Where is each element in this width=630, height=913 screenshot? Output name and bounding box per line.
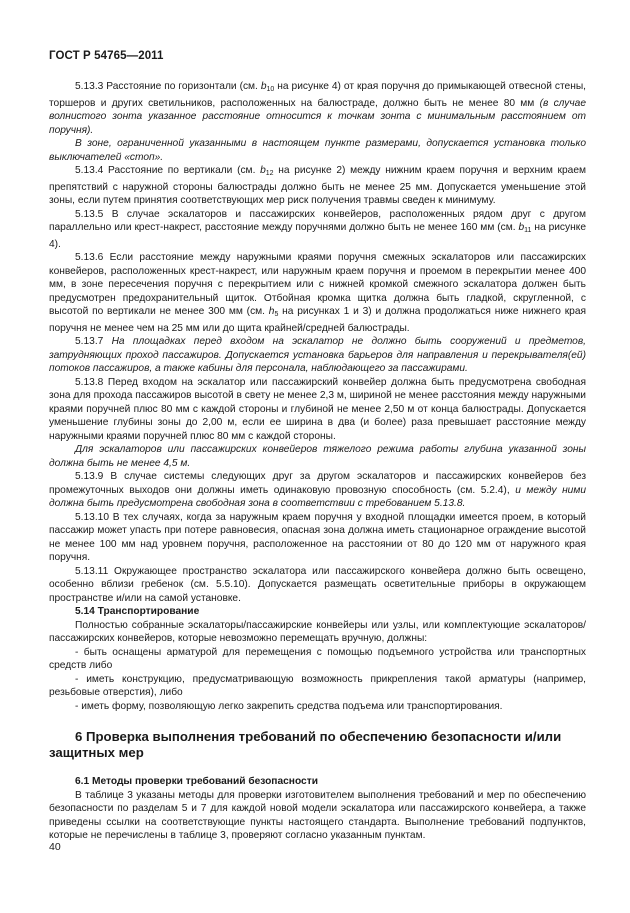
- clause-5-13-7: 5.13.7 На площадках перед входом на эскалатор не должно быть сооружений и предметов, затрудняющих проход пассажиров. Допускается установка барьеров для направления и перекрывателя(ей) потоков пассажиров, а также кабины для персонала, наблюдающего за пассажирами.: [49, 336, 586, 374]
- page-number: 40: [49, 841, 61, 853]
- clause-5-13-11: 5.13.11 Окружающее пространство эскалатора или пассажирского конвейера должно быть освещено, особенно вблизи гребенок (см. 5.5.10). Допускается размещать осветительные приборы в окружающем пространстве и/или на самой установке.: [49, 565, 586, 604]
- clause-5-13-9: 5.13.9 В случае системы следующих друг за другом эскалаторов и пассажирских конвейеров без промежуточных выходов они должны иметь одинаковую провозную способность (см. 5.2.4), и между ними должна быть предусмотрена свободная зона в соответствии с требованием 5.13.8.: [49, 471, 587, 509]
- document-body: [49, 80, 586, 843]
- standard-header: ГОСТ Р 54765—2011: [49, 50, 164, 62]
- heavy-duty-note: Для эскалаторов или пассажирских конвейеров тяжелого режима работы глубина указанной зоны должна быть не менее 4,5 м.: [49, 444, 586, 469]
- clause-5-13-5: 5.13.5 В случае эскалаторов и пассажирских конвейеров, расположенных рядом друг с другом параллельно или крест-накрест, расстояние между поручнями должно быть не менее 160 мм (см. $b_{11}$ на рисунке 4).: [49, 208, 586, 250]
- heading-5-14: 5.14 Транспортирование: [75, 606, 200, 617]
- list-item: - иметь конструкцию, предусматривающую возможность прикрепления такой арматуры (например, резьбовые отверстия), либо: [49, 673, 586, 698]
- clause-5-14-intro: Полностью собранные эскалаторы/пассажирские конвейеры или узлы, или комплектующие эскалаторов/пассажирских конвейеров, которые невозможно перемещать вручную, должны:: [49, 619, 586, 644]
- clause-5-13-8: 5.13.8 Перед входом на эскалатор или пассажирский конвейер должна быть предусмотрена свободная зона для прохода пассажиров высотой в свету не менее 2,3 м, шириной не менее расстояния между наружными краями поручней плюс 80 мм с каждой стороны и глубиной не менее 2,50 м от конца балюстрады. Допускается уменьшение глубины зоны до 2,00 м, если ее ширина в два (и более) раза превышает расстояние между наружными краями поручней плюс 80 мм с каждой стороны.: [49, 376, 586, 442]
- clause-5-13-10: 5.13.10 В тех случаях, когда за наружным краем поручня у входной площадки имеется проем, в который пассажир может упасть при потере равновесия, опасная зона должна иметь стационарное ограждение высотой не менее 100 мм над уровнем поручня, расположенное на расстоянии от 80 до 120 мм от наружного края поручня.: [49, 511, 586, 563]
- zone-note: В зоне, ограниченной указанными в настоящем пункте размерами, допускается установка только выключателей «стоп».: [49, 138, 586, 163]
- section-6-heading: 6 Проверка выполнения требований по обеспечению безопасности и/или защитных мер: [49, 729, 562, 760]
- list-item: - быть оснащены арматурой для перемещения с помощью подъемного устройства или транспортных средств либо: [49, 646, 586, 671]
- heading-6-1: 6.1 Методы проверки требований безопасности: [75, 776, 318, 787]
- list-item: - иметь форму, позволяющую легко закрепить средства подъема или транспортирования.: [75, 700, 503, 712]
- clause-5-13-6: 5.13.6 Если расстояние между наружными краями поручня смежных эскалаторов или пассажирских конвейеров, расположенных крест-накрест, или наружным краем поручня и проемом в перекрытии менее 400 мм, в зоне пересечения поручня с перекрытием или с нижней кромкой смежного эскалатора должен быть предусмотрен предохранительный щиток. Отбойная кромка щитка должна быть гладкой, скругленной, с высотой по вертикали не менее 300 мм (см. $h_5$ на рисунках 1 и 3) и должна продолжаться ниже нижнего края поручня не менее чем на 25 мм или до щита крайней/средней балюстрады.: [49, 252, 586, 334]
- clause-5-13-3: 5.13.3 Расстояние по горизонтали (см. $b_{10}$ на рисунке 4) от края поручня до примыкающей отвесной стены, торшеров и других светильников, расположенных на балюстраде, должно быть не менее 80 мм (в случае волнистого зонта указанное расстояние относится к точкам зонта с минимальным расстоянием от поручня).: [49, 81, 587, 136]
- clause-5-13-4: 5.13.4 Расстояние по вертикали (см. $b_{12}$ на рисунке 2) между нижним краем поручня и верхним краем препятствий с наружной стороны балюстрады должно быть не менее 25 мм. Допускается уменьшение этой зоны, если путем принятия соответствующих мер риск получения травмы сведен к минимуму.: [49, 165, 586, 206]
- clause-6-1: В таблице 3 указаны методы для проверки изготовителем выполнения требований и мер по обеспечению безопасности по разделам 5 и 7 для каждой новой модели эскалатора или пассажирского конвейера, а также приведены ссылки на соответствующие пункты настоящего стандарта. Выполнение требований подпунктов, которые не перечислены в таблице 3, проверяют согласно указанным пунктам.: [49, 789, 586, 841]
